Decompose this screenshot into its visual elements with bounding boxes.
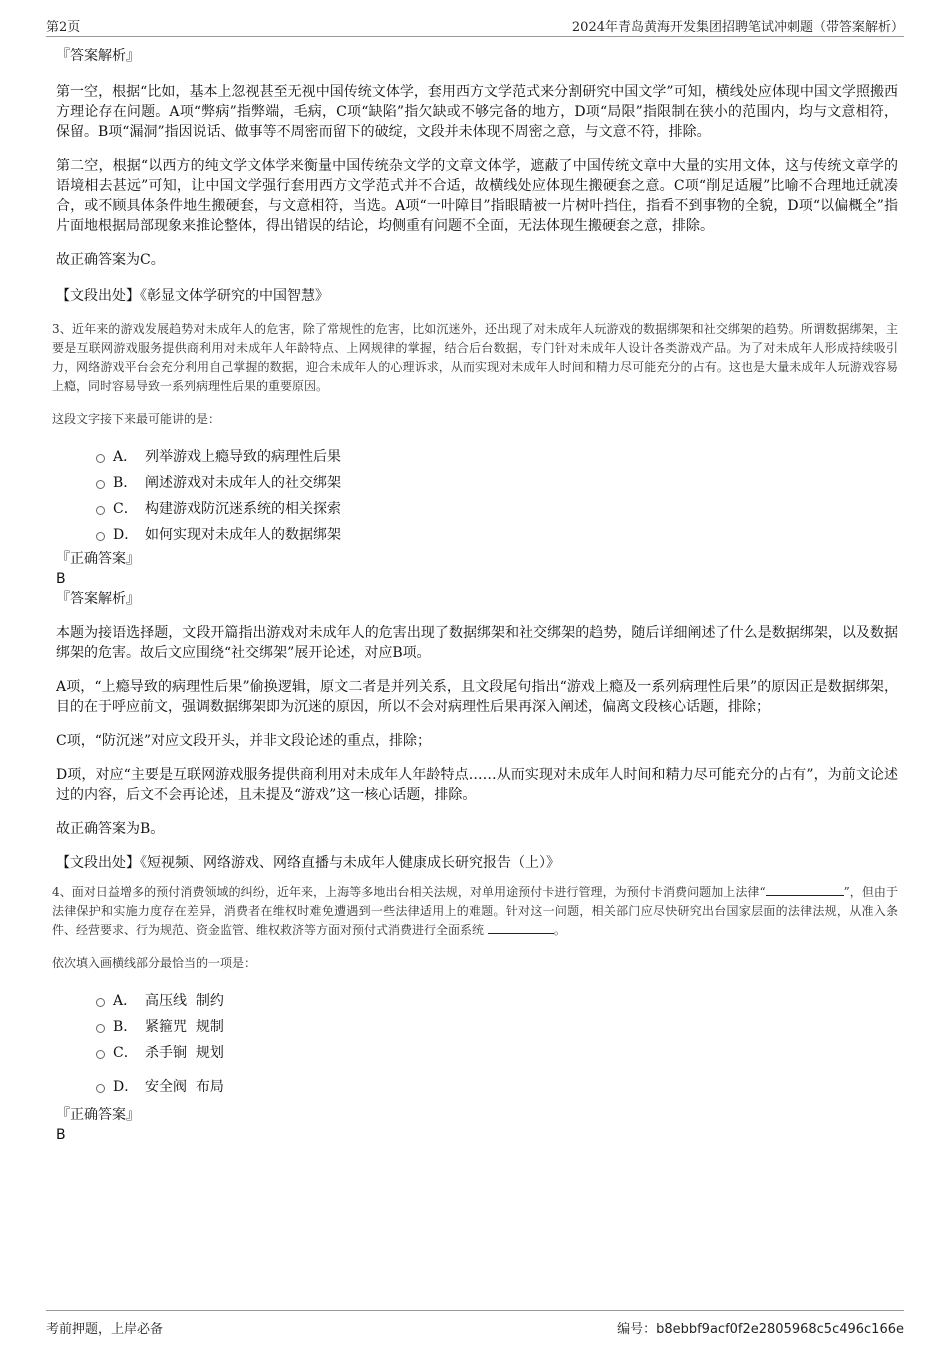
- q3-analysis-paragraph-2: A项，“上瘾导致的病理性后果”偷换逻辑，原文二者是并列关系，且文段尾句指出“游戏上瘾及一系列病理性后果”的原因正是数据绑架，目的在于呼应前文，强调数据绑架即为沉迷的原因，所以不会对病理性后果再深入阐述，偏离文段核心话题，排除；: [56, 679, 898, 715]
- option-letter: C．: [113, 1045, 138, 1061]
- q3-prompt: 这段文字接下来最可能讲的是：: [52, 412, 221, 426]
- option-letter: A．: [113, 449, 138, 465]
- radio-icon[interactable]: [96, 998, 105, 1007]
- document-title: 2024年青岛黄海开发集团招聘笔试冲刺题（带答案解析）: [571, 19, 904, 35]
- q4-option-d[interactable]: [56, 1073, 898, 1099]
- q2-source: 【文段出处】《彰显文体学研究的中国智慧》: [56, 288, 329, 304]
- option-letter: B．: [113, 475, 138, 491]
- q3-options: [56, 443, 898, 547]
- q3-analysis-paragraph-4: D项，对应“主要是互联网游戏服务提供商利用对未成年人年龄特点……从而实现对未成年人时间和精力尽可能充分的占有”，为前文论述过的内容，后文不会再论述，且未提及“游戏”这一核心话题，排除。: [56, 767, 898, 803]
- radio-icon[interactable]: [96, 506, 105, 515]
- q4-stem-part-1: 4、面对日益增多的预付消费领域的纠纷，近年来，上海等多地出台相关法规，对单用途预付卡进行管理，为预付卡消费问题加上法律“: [52, 885, 766, 899]
- option-text: 阐述游戏对未成年人的社交绑架: [145, 475, 341, 491]
- q2-conclusion: 故正确答案为C。: [56, 252, 165, 268]
- option-letter: D．: [113, 1079, 139, 1095]
- option-text: 构建游戏防沉迷系统的相关探索: [145, 501, 341, 517]
- q3-answer-label: 『正确答案』: [56, 551, 140, 567]
- radio-icon[interactable]: [96, 454, 105, 463]
- footer-code-value: b8ebbf9acf0f2e2805968c5c496c166e: [656, 1322, 904, 1337]
- option-letter: D．: [113, 527, 139, 543]
- footer-code: [617, 1318, 904, 1337]
- q3-answer: B: [56, 571, 66, 587]
- q3-stem: 3、近年来的游戏发展趋势对未成年人的危害，除了常规性的危害，比如沉迷外，还出现了对未成年人玩游戏的数据绑架和社交绑架的趋势。所谓数据绑架，主要是互联网游戏服务提供商利用对未成年人年龄特点、上网规律的掌握，结合后台数据，专门针对未成年人设计各类游戏产品。为了对未成年人形成持续吸引力，网络游戏平台会充分利用自己掌握的数据，迎合未成年人的心理诉求，从而实现对未成年人时间和精力尽可能充分的占有。这也是大量未成年人玩游戏容易上瘾，同时容易导致一系列病理性后果的重要原因。: [52, 322, 898, 393]
- page-number: 第2页: [46, 19, 81, 35]
- radio-icon[interactable]: [96, 480, 105, 489]
- q3-analysis-label: 『答案解析』: [56, 591, 140, 607]
- radio-icon[interactable]: [96, 1050, 105, 1059]
- q3-analysis-paragraph-3: C项，“防沉迷”对应文段开头，并非文段论述的重点，排除；: [56, 733, 432, 749]
- q4-answer: B: [56, 1127, 66, 1143]
- q4-option-c[interactable]: [56, 1039, 898, 1065]
- option-letter: B．: [113, 1019, 138, 1035]
- radio-icon[interactable]: [96, 1084, 105, 1093]
- option-letter: A．: [113, 993, 138, 1009]
- option-text: 安全阀 布局: [145, 1079, 224, 1095]
- q3-option-a[interactable]: [56, 443, 898, 469]
- q3-conclusion: 故正确答案为B。: [56, 821, 165, 837]
- option-text: 高压线 制约: [145, 993, 224, 1009]
- footer-code-label: 编号：: [617, 1322, 657, 1337]
- q3-option-d[interactable]: [56, 521, 898, 547]
- document-body: [52, 44, 898, 1145]
- q3-analysis-paragraph-1: 本题为接语选择题，文段开篇指出游戏对未成年人的危害出现了数据绑架和社交绑架的趋势，随后详细阐述了什么是数据绑架，以及数据绑架的危害。故后文应围绕“社交绑架”展开论述，对应B项。: [56, 625, 898, 661]
- q4-stem: [52, 883, 898, 940]
- option-text: 如何实现对未成年人的数据绑架: [145, 527, 341, 543]
- option-letter: C．: [113, 501, 138, 517]
- q3-source: 【文段出处】《短视频、网络游戏、网络直播与未成年人健康成长研究报告（上）》: [56, 855, 560, 871]
- q4-blank-1: [766, 883, 844, 896]
- q4-stem-part-3: 。: [553, 923, 566, 937]
- q4-option-b[interactable]: [56, 1013, 898, 1039]
- page-footer: [46, 1310, 904, 1337]
- q3-option-b[interactable]: [56, 469, 898, 495]
- radio-icon[interactable]: [96, 1024, 105, 1033]
- q2-analysis-paragraph-1: 第一空，根据“比如，基本上忽视甚至无视中国传统文体学，套用西方文学范式来分割研究中国文学”可知，横线处应体现中国文学照搬西方理论存在问题。A项“弊病”指弊端，毛病，C项“缺陷”指欠缺或不够完备的地方，D项“局限”指限制在狭小的范围内，均与文意相符，保留。B项“漏洞”指因说话、做事等不周密而留下的破绽，文段并未体现不周密之意，与文意不符，排除。: [56, 84, 898, 140]
- option-text: 杀手锏 规划: [145, 1045, 224, 1061]
- radio-icon[interactable]: [96, 532, 105, 541]
- q2-analysis-label: 『答案解析』: [56, 48, 140, 64]
- q4-stem-part-2: ”，但由于法律保护和实施力度存在差异，消费者在维权时难免遭遇到一些法律适用上的难题。针对这一问题，相关部门应尽快研究出台国家层面的法律法规，从准入条件、经营要求、行为规范、资金监管、维权救济等方面对预付式消费进行全面系统: [52, 885, 898, 937]
- footer-slogan: 考前押题，上岸必备: [46, 1322, 164, 1337]
- option-text: 列举游戏上瘾导致的病理性后果: [145, 449, 341, 465]
- q4-prompt: 依次填入画横线部分最恰当的一项是：: [52, 956, 257, 970]
- q4-answer-label: 『正确答案』: [56, 1107, 140, 1123]
- option-text: 紧箍咒 规制: [145, 1019, 224, 1035]
- q4-options: [56, 987, 898, 1099]
- q3-option-c[interactable]: [56, 495, 898, 521]
- q2-analysis-paragraph-2: 第二空，根据“以西方的纯文学文体学来衡量中国传统杂文学的文章文体学，遮蔽了中国传统文章中大量的实用文体，这与传统文章学的语境相去甚远”可知，让中国文学强行套用西方文学范式并不合适，故横线处应体现生搬硬套之意。C项“削足适履”比喻不合理地迁就凑合，或不顾具体条件地生搬硬套，与文意相符，当选。A项“一叶障目”指眼睛被一片树叶挡住，指看不到事物的全貌，D项“以偏概全”指片面地根据局部现象来推论整体，得出错误的结论，均侧重有问题不全面，无法体现生搬硬套之意，排除。: [56, 158, 898, 234]
- q4-option-a[interactable]: [56, 987, 898, 1013]
- page-header: [46, 14, 904, 37]
- q4-blank-2: [488, 921, 554, 934]
